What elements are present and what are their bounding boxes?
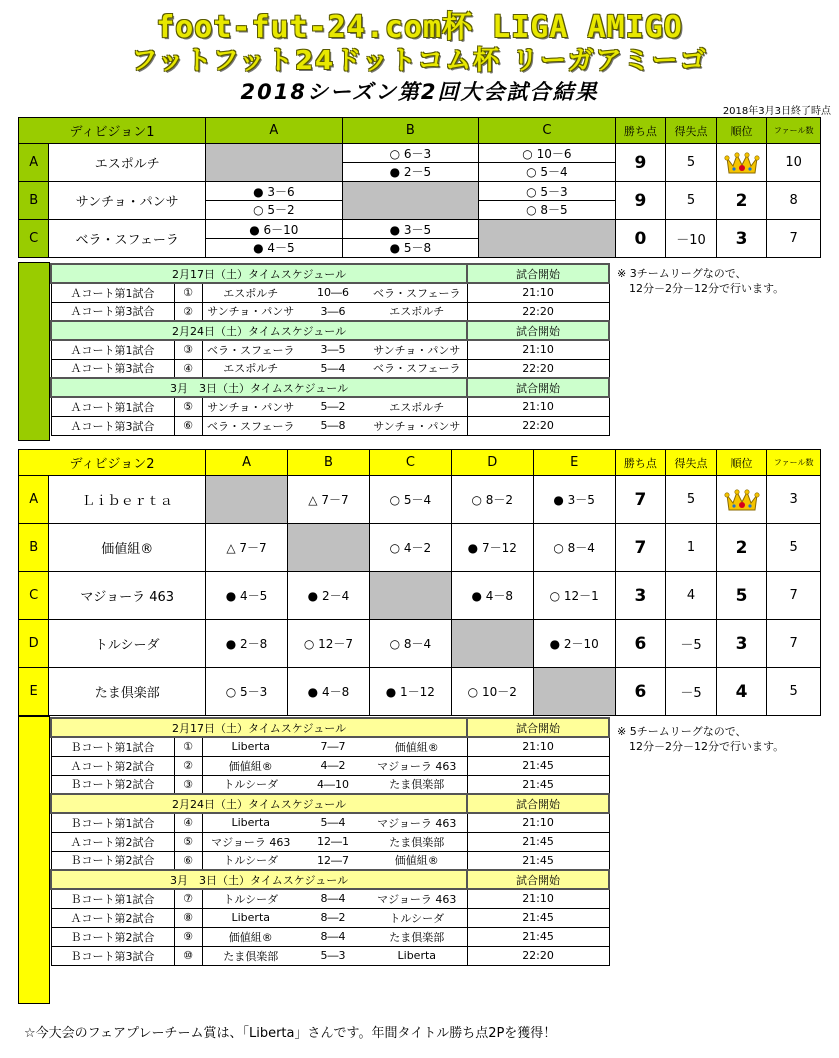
- home-team: Liberta: [202, 737, 299, 756]
- match-score: 5―2: [299, 397, 367, 416]
- rank-header: 順位: [716, 118, 767, 144]
- schedule-game-row: [51, 813, 609, 832]
- fouls-cell: 10: [767, 144, 821, 182]
- result-line: ● 5－8: [389, 240, 432, 255]
- rank-cell: [716, 144, 767, 182]
- match-number: ②: [174, 302, 202, 321]
- away-team: エスポルチ: [367, 397, 467, 416]
- home-team: サンチョ・パンサ: [202, 397, 299, 416]
- match-number: ①: [174, 737, 202, 756]
- home-team: たま倶楽部: [202, 946, 299, 965]
- points-cell: 3: [615, 572, 666, 620]
- team-name: ベラ・スフェーラ: [49, 220, 206, 258]
- court-cell: Ａコート第2試合: [51, 908, 174, 927]
- schedule-game-row: [51, 340, 609, 359]
- schedule-date: 3月 3日（土）タイムスケジュール: [51, 870, 467, 889]
- match-score: 10―6: [299, 283, 367, 302]
- result-line: ○ 10－6: [479, 145, 615, 163]
- goal-diff-cell: 5: [666, 144, 717, 182]
- match-number: ⑤: [174, 832, 202, 851]
- match-number: ②: [174, 756, 202, 775]
- schedule-game-row: [51, 908, 609, 927]
- result-line: ● 3－5: [343, 221, 479, 239]
- col-header: D: [451, 450, 533, 476]
- fouls-cell: 5: [767, 668, 821, 716]
- division-2-header-row: [19, 450, 821, 476]
- court-cell: Ｂコート第2試合: [51, 775, 174, 794]
- empty-cell: [206, 476, 288, 524]
- team-name: Ｌｉｂｅｒｔａ: [49, 476, 206, 524]
- away-team: 価値組®: [367, 737, 467, 756]
- start-time: 21:45: [467, 908, 609, 927]
- start-time: 21:45: [467, 927, 609, 946]
- standings-row: [19, 476, 821, 524]
- start-time-header: 試合開始: [467, 321, 609, 340]
- result-line: ○ 6－3: [343, 145, 479, 163]
- schedule-day-header: [51, 794, 609, 813]
- division-1-header-row: [19, 118, 821, 144]
- court-cell: Ｂコート第3試合: [51, 946, 174, 965]
- match-score: 3―5: [299, 340, 367, 359]
- result-line: ● 3－6: [206, 183, 342, 201]
- points-header: 勝ち点: [615, 118, 666, 144]
- result-cell: [479, 144, 616, 182]
- fouls-header: ファール数: [767, 450, 821, 476]
- empty-cell: [288, 524, 370, 572]
- division-1-standings: [18, 117, 821, 258]
- match-score: 3―6: [299, 302, 367, 321]
- court-cell: Ａコート第3試合: [51, 359, 174, 378]
- goal-diff-header: 得失点: [666, 118, 717, 144]
- start-time-header: 試合開始: [467, 718, 609, 737]
- row-key: E: [19, 668, 49, 716]
- standings-row: [19, 572, 821, 620]
- home-team: エスポルチ: [202, 359, 299, 378]
- match-score: 5―4: [299, 813, 367, 832]
- points-cell: 6: [615, 668, 666, 716]
- rank-cell: 2: [716, 182, 767, 220]
- result-cell: [206, 182, 343, 220]
- division-1-label: ディビジョン1: [19, 118, 206, 144]
- empty-cell: [479, 220, 616, 258]
- result-cell: △ 7－7: [206, 524, 288, 572]
- rank-cell: 4: [716, 668, 767, 716]
- start-time: 21:45: [467, 851, 609, 870]
- court-cell: Ａコート第1試合: [51, 283, 174, 302]
- away-team: サンチョ・パンサ: [367, 416, 467, 435]
- home-team: 価値組®: [202, 756, 299, 775]
- match-number: ④: [174, 359, 202, 378]
- col-header: C: [369, 450, 451, 476]
- start-time: 21:10: [467, 283, 609, 302]
- row-key: C: [19, 220, 49, 258]
- match-score: 4―2: [299, 756, 367, 775]
- team-name: エスポルチ: [49, 144, 206, 182]
- fouls-cell: 7: [767, 220, 821, 258]
- team-name: サンチョ・パンサ: [49, 182, 206, 220]
- match-number: ⑧: [174, 908, 202, 927]
- col-header: A: [206, 450, 288, 476]
- row-key: A: [19, 144, 49, 182]
- division-2-note: ※ 5チームリーグなので、 12分－2分－12分で行います。: [617, 725, 785, 753]
- empty-cell: [533, 668, 615, 716]
- court-cell: Ａコート第2試合: [51, 756, 174, 775]
- schedule-game-row: [51, 775, 609, 794]
- home-team: エスポルチ: [202, 283, 299, 302]
- court-cell: Ａコート第1試合: [51, 340, 174, 359]
- result-cell: ○ 12－1: [533, 572, 615, 620]
- result-line: ○ 5－3: [479, 183, 615, 201]
- away-team: マジョーラ 463: [367, 756, 467, 775]
- col-header: C: [479, 118, 616, 144]
- schedule-game-row: [51, 756, 609, 775]
- away-team: 価値組®: [367, 851, 467, 870]
- schedule-date: 2月17日（土）タイムスケジュール: [51, 718, 467, 737]
- division-2-side-bar: [18, 716, 50, 1004]
- result-cell: ● 3－5: [533, 476, 615, 524]
- crown-icon: [724, 150, 760, 176]
- rank-cell: 3: [716, 620, 767, 668]
- schedule-game-row: [51, 302, 609, 321]
- fouls-cell: 7: [767, 620, 821, 668]
- result-line: ○ 8－5: [526, 202, 568, 217]
- home-team: マジョーラ 463: [202, 832, 299, 851]
- schedule-date: 3月 3日（土）タイムスケジュール: [51, 378, 467, 397]
- home-team: ベラ・スフェーラ: [202, 416, 299, 435]
- empty-cell: [451, 620, 533, 668]
- empty-cell: [369, 572, 451, 620]
- home-team: Liberta: [202, 908, 299, 927]
- result-cell: [342, 144, 479, 182]
- result-line: ● 6－10: [206, 221, 342, 239]
- division-2-standings: [18, 449, 821, 716]
- away-team: マジョーラ 463: [367, 813, 467, 832]
- row-key: A: [19, 476, 49, 524]
- match-number: ③: [174, 340, 202, 359]
- result-cell: ● 2－10: [533, 620, 615, 668]
- court-cell: Ｂコート第2試合: [51, 927, 174, 946]
- row-key: B: [19, 524, 49, 572]
- goal-diff-cell: －5: [666, 668, 717, 716]
- fouls-cell: 3: [767, 476, 821, 524]
- start-time: 21:45: [467, 756, 609, 775]
- result-cell: [342, 220, 479, 258]
- away-team: エスポルチ: [367, 302, 467, 321]
- court-cell: Ａコート第3試合: [51, 416, 174, 435]
- match-number: ⑥: [174, 416, 202, 435]
- match-number: ⑤: [174, 397, 202, 416]
- start-time: 21:45: [467, 832, 609, 851]
- match-score: 5―3: [299, 946, 367, 965]
- fouls-cell: 8: [767, 182, 821, 220]
- schedule-game-row: [51, 416, 609, 435]
- away-team: たま倶楽部: [367, 927, 467, 946]
- schedule-game-row: [51, 889, 609, 908]
- col-header: B: [288, 450, 370, 476]
- home-team: トルシーダ: [202, 851, 299, 870]
- title-line-3: 2018シーズン第2回大会試合結果: [240, 80, 599, 104]
- schedule-game-row: [51, 359, 609, 378]
- start-time-header: 試合開始: [467, 870, 609, 889]
- result-cell: [479, 182, 616, 220]
- match-number: ⑥: [174, 851, 202, 870]
- footer-note: ☆今大会のフェアプレーチーム賞は、「Liberta」さんです。年間タイトル勝ち点2Pを獲得！: [24, 1026, 557, 1041]
- schedule-day-header: [51, 321, 609, 340]
- home-team: トルシーダ: [202, 889, 299, 908]
- away-team: たま倶楽部: [367, 775, 467, 794]
- result-cell: ○ 8－2: [451, 476, 533, 524]
- schedule-game-row: [51, 283, 609, 302]
- division-1-note: ※ 3チームリーグなので、 12分－2分－12分で行います。: [617, 267, 785, 295]
- standings-row: [19, 182, 821, 220]
- schedule-game-row: [51, 946, 609, 965]
- team-name: トルシーダ: [49, 620, 206, 668]
- result-cell: [206, 220, 343, 258]
- result-cell: ○ 4－2: [369, 524, 451, 572]
- match-number: ⑩: [174, 946, 202, 965]
- standings-row: [19, 668, 821, 716]
- result-cell: ● 1－12: [369, 668, 451, 716]
- points-cell: 9: [615, 144, 666, 182]
- result-line: ○ 5－4: [526, 164, 568, 179]
- match-score: 12―7: [299, 851, 367, 870]
- court-cell: Ａコート第3試合: [51, 302, 174, 321]
- col-header: E: [533, 450, 615, 476]
- fouls-cell: 5: [767, 524, 821, 572]
- match-number: ①: [174, 283, 202, 302]
- team-name: マジョーラ 463: [49, 572, 206, 620]
- points-cell: 6: [615, 620, 666, 668]
- court-cell: Ｂコート第1試合: [51, 813, 174, 832]
- away-team: ベラ・スフェーラ: [367, 359, 467, 378]
- start-time-header: 試合開始: [467, 794, 609, 813]
- match-score: 8―2: [299, 908, 367, 927]
- points-cell: 7: [615, 524, 666, 572]
- goal-diff-cell: 4: [666, 572, 717, 620]
- match-number: ③: [174, 775, 202, 794]
- start-time-header: 試合開始: [467, 264, 609, 283]
- schedule-game-row: [51, 737, 609, 756]
- row-key: D: [19, 620, 49, 668]
- match-number: ⑦: [174, 889, 202, 908]
- schedule-game-row: [51, 397, 609, 416]
- court-cell: Ｂコート第1試合: [51, 737, 174, 756]
- goal-diff-cell: －10: [666, 220, 717, 258]
- court-cell: Ｂコート第2試合: [51, 851, 174, 870]
- start-time: 21:10: [467, 737, 609, 756]
- away-team: Liberta: [367, 946, 467, 965]
- start-time: 21:10: [467, 397, 609, 416]
- start-time-header: 試合開始: [467, 378, 609, 397]
- points-cell: 9: [615, 182, 666, 220]
- empty-cell: [342, 182, 479, 220]
- goal-diff-cell: －5: [666, 620, 717, 668]
- start-time: 21:45: [467, 775, 609, 794]
- home-team: トルシーダ: [202, 775, 299, 794]
- result-cell: ● 4－5: [206, 572, 288, 620]
- schedule-game-row: [51, 851, 609, 870]
- standings-row: [19, 620, 821, 668]
- start-time: 22:20: [467, 302, 609, 321]
- rank-cell: 3: [716, 220, 767, 258]
- as-of-date: 2018年3月3日終了時点: [722, 106, 831, 117]
- fouls-header: ファール数: [767, 118, 821, 144]
- court-cell: Ｂコート第1試合: [51, 889, 174, 908]
- goal-diff-cell: 5: [666, 476, 717, 524]
- schedule-date: 2月24日（土）タイムスケジュール: [51, 794, 467, 813]
- team-name: たま倶楽部: [49, 668, 206, 716]
- result-line: ● 4－5: [253, 240, 295, 255]
- away-team: ベラ・スフェーラ: [367, 283, 467, 302]
- home-team: Liberta: [202, 813, 299, 832]
- result-cell: ○ 8－4: [369, 620, 451, 668]
- schedule-day-header: [51, 378, 609, 397]
- team-name: 価値組®: [49, 524, 206, 572]
- match-score: 5―8: [299, 416, 367, 435]
- match-score: 7―7: [299, 737, 367, 756]
- rank-header: 順位: [716, 450, 767, 476]
- rank-cell: 2: [716, 524, 767, 572]
- rank-cell: 5: [716, 572, 767, 620]
- result-cell: ○ 5－4: [369, 476, 451, 524]
- division-2-schedule: [50, 717, 610, 966]
- row-key: B: [19, 182, 49, 220]
- away-team: マジョーラ 463: [367, 889, 467, 908]
- home-team: 価値組®: [202, 927, 299, 946]
- goal-diff-cell: 1: [666, 524, 717, 572]
- col-header: B: [342, 118, 479, 144]
- points-cell: 7: [615, 476, 666, 524]
- away-team: サンチョ・パンサ: [367, 340, 467, 359]
- title-line-2: フットフット24ドットコム杯 リーガアミーゴ: [131, 46, 708, 76]
- start-time: 22:20: [467, 946, 609, 965]
- start-time: 21:10: [467, 889, 609, 908]
- result-cell: ○ 8－4: [533, 524, 615, 572]
- crown-icon: [724, 487, 760, 513]
- schedule-date: 2月24日（土）タイムスケジュール: [51, 321, 467, 340]
- result-cell: ● 4－8: [288, 668, 370, 716]
- match-number: ⑨: [174, 927, 202, 946]
- match-score: 8―4: [299, 927, 367, 946]
- result-line: ○ 5－2: [253, 202, 295, 217]
- schedule-game-row: [51, 927, 609, 946]
- division-1-side-bar: [18, 262, 50, 441]
- division-1-schedule: [50, 263, 610, 436]
- court-cell: Ａコート第2試合: [51, 832, 174, 851]
- fouls-cell: 7: [767, 572, 821, 620]
- row-key: C: [19, 572, 49, 620]
- result-cell: ● 2－4: [288, 572, 370, 620]
- result-cell: ○ 10－2: [451, 668, 533, 716]
- away-team: たま倶楽部: [367, 832, 467, 851]
- match-number: ④: [174, 813, 202, 832]
- standings-row: [19, 220, 821, 258]
- start-time: 22:20: [467, 359, 609, 378]
- match-score: 8―4: [299, 889, 367, 908]
- empty-cell: [206, 144, 343, 182]
- schedule-game-row: [51, 832, 609, 851]
- schedule-day-header: [51, 264, 609, 283]
- rank-cell: [716, 476, 767, 524]
- home-team: ベラ・スフェーラ: [202, 340, 299, 359]
- result-cell: △ 7－7: [288, 476, 370, 524]
- match-score: 5―4: [299, 359, 367, 378]
- title-line-1: foot-fut-24.com杯 LIGA AMIGO: [156, 10, 683, 45]
- points-cell: 0: [615, 220, 666, 258]
- result-line: ● 2－5: [389, 164, 432, 179]
- result-cell: ● 4－8: [451, 572, 533, 620]
- start-time: 22:20: [467, 416, 609, 435]
- points-header: 勝ち点: [615, 450, 666, 476]
- result-cell: ○ 12－7: [288, 620, 370, 668]
- schedule-day-header: [51, 718, 609, 737]
- start-time: 21:10: [467, 340, 609, 359]
- goal-diff-header: 得失点: [666, 450, 717, 476]
- home-team: サンチョ・パンサ: [202, 302, 299, 321]
- standings-row: [19, 524, 821, 572]
- match-score: 4―10: [299, 775, 367, 794]
- standings-row: [19, 144, 821, 182]
- result-cell: ○ 5－3: [206, 668, 288, 716]
- col-header: A: [206, 118, 343, 144]
- away-team: トルシーダ: [367, 908, 467, 927]
- court-cell: Ａコート第1試合: [51, 397, 174, 416]
- schedule-date: 2月17日（土）タイムスケジュール: [51, 264, 467, 283]
- goal-diff-cell: 5: [666, 182, 717, 220]
- division-2-label: ディビジョン2: [19, 450, 206, 476]
- start-time: 21:10: [467, 813, 609, 832]
- result-cell: ● 7－12: [451, 524, 533, 572]
- result-cell: ● 2－8: [206, 620, 288, 668]
- match-score: 12―1: [299, 832, 367, 851]
- schedule-day-header: [51, 870, 609, 889]
